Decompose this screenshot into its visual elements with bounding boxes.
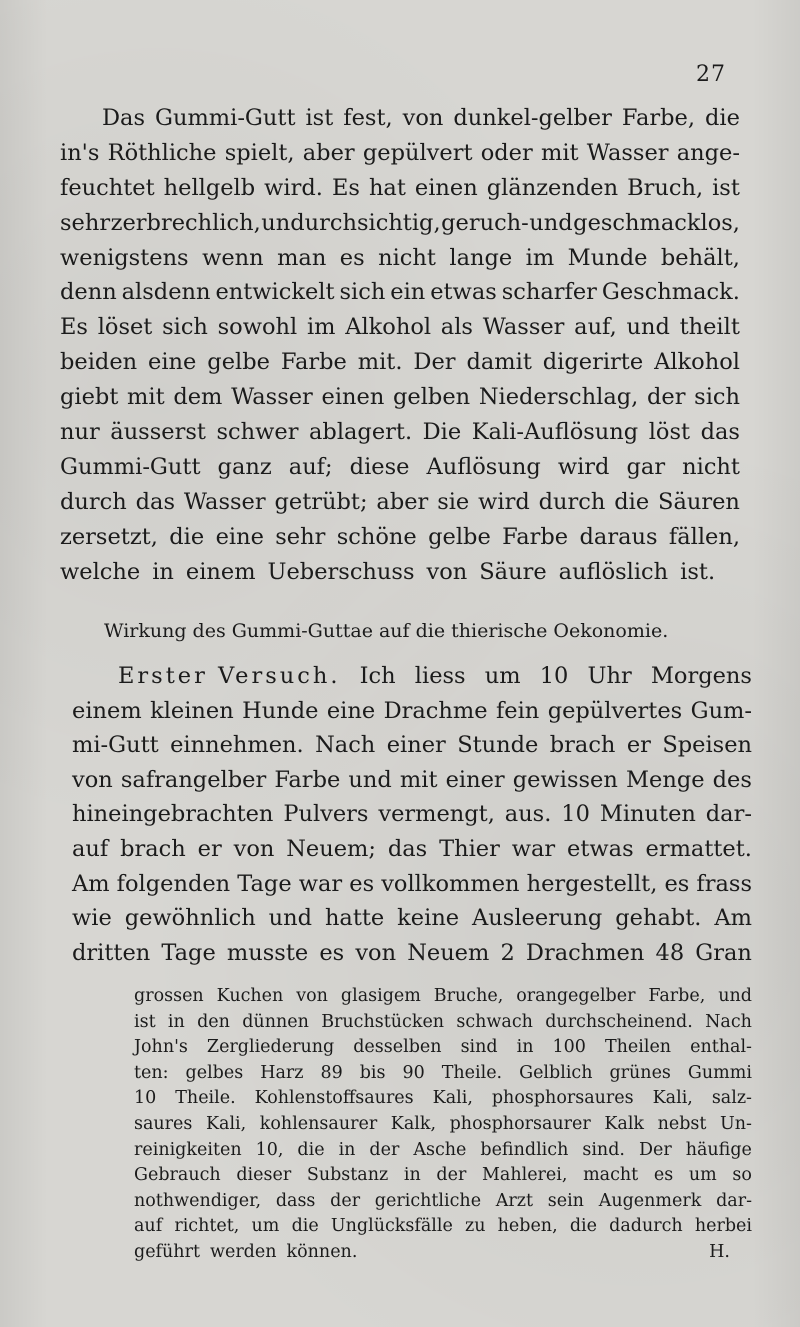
text-line: feuchtet hellgelb wird. Es hat einen glänzenden Bruch, ist [60, 174, 740, 201]
text-line: beiden eine gelbe Farbe mit. Der damit digerirte Alkohol [60, 349, 740, 376]
text-line: durch das Wasser getrübt; aber sie wird durch die Säuren [60, 488, 740, 515]
footnote-line: saures Kali, kohlensaurer Kalk, phosphorsaurer Kalk nebst Un- [134, 1113, 752, 1134]
text-line: Es löset sich sowohl im Alkohol als Wasser auf, und theilt [60, 314, 740, 341]
text-line: Gummi-Gutt ganz auf; diese Auflösung wird gar nicht [60, 453, 740, 480]
footnote-line: Gebrauch dieser Substanz in der Mahlerei, macht es um so [134, 1165, 752, 1186]
page-number: 27 [696, 62, 726, 87]
footnote-line: 10 Theile. Kohlenstoffsaures Kali, phosphorsaures Kali, salz- [134, 1088, 752, 1109]
experiment-label: Erster Versuch. [118, 663, 341, 689]
text-line: hineingebrachten Pulvers vermengt, aus. 10 Minuten dar- [72, 801, 752, 828]
footnote-line: grossen Kuchen von glasigem Bruche, orangegelber Farbe, und [134, 986, 752, 1006]
paragraph-gummi-gutt-properties [60, 101, 740, 589]
footnote-line: John's Zergliederung desselben sind in 100 Theilen enthal- [134, 1037, 752, 1058]
text-line: giebt mit dem Wasser einen gelben Niederschlag, der sich [60, 384, 740, 411]
text-line: zersetzt, die eine sehr schöne gelbe Farbe daraus fällen, [60, 523, 740, 550]
text-line: Am folgenden Tage war es vollkommen hergestellt, es frass [72, 870, 752, 897]
footnote [134, 984, 752, 1266]
text-line: auf brach er von Neuem; das Thier war etwas ermattet. [72, 835, 752, 862]
paragraph-first-experiment [72, 659, 752, 970]
text-line: Erster Versuch. Ich liess um 10 Uhr Morgens [72, 659, 752, 694]
text-line: sehr zerbrechlich, undurchsichtig, geruch- und geschmacklos, [60, 209, 740, 236]
text-line: in's Röthliche spielt, aber gepülvert oder mit Wasser ange- [60, 139, 740, 166]
footnote-line: ist in den dünnen Bruchstücken schwach durchscheinend. Nach [134, 1011, 752, 1032]
text-line: denn alsdenn entwickelt sich ein etwas scharfer Geschmack. [60, 279, 740, 306]
text-line: dritten Tage musste es von Neuem 2 Drachmen 48 Gran [72, 939, 752, 966]
footnote-line: geführt werden können. [134, 1241, 358, 1262]
text-line: mi-Gutt einnehmen. Nach einer Stunde brach er Speisen [72, 732, 752, 759]
footnote-line: ten: gelbes Harz 89 bis 90 Theile. Gelblich grünes Gummi [134, 1062, 752, 1083]
section-heading: Wirkung des Gummi-Guttae auf die thierische Oekonomie. [104, 620, 669, 642]
footnote-line: auf richtet, um die Unglücksfälle zu heben, die dadurch herbei [134, 1216, 752, 1237]
text-line: Das Gummi-Gutt ist fest, von dunkel-gelber Farbe, die [102, 105, 740, 131]
text-line: welche in einem Ueberschuss von Säure auflöslich ist. [60, 558, 716, 585]
footnote-line: reinigkeiten 10, die in der Asche befindlich sind. Der häufige [134, 1139, 752, 1160]
footnote-signature: H. [709, 1241, 730, 1262]
text-line: wie gewöhnlich und hatte keine Ausleerung gehabt. Am [72, 905, 752, 932]
text-line: nur äusserst schwer ablagert. Die Kali-Auflösung löst das [60, 419, 740, 446]
footnote-line: nothwendiger, dass der gerichtliche Arzt sein Augenmerk dar- [134, 1190, 752, 1211]
text-line: von safrangelber Farbe und mit einer gewissen Menge des [72, 766, 752, 793]
text-line: einem kleinen Hunde eine Drachme fein gepülvertes Gum- [72, 697, 752, 724]
text-line: wenigstens wenn man es nicht lange im Munde behält, [60, 244, 740, 271]
